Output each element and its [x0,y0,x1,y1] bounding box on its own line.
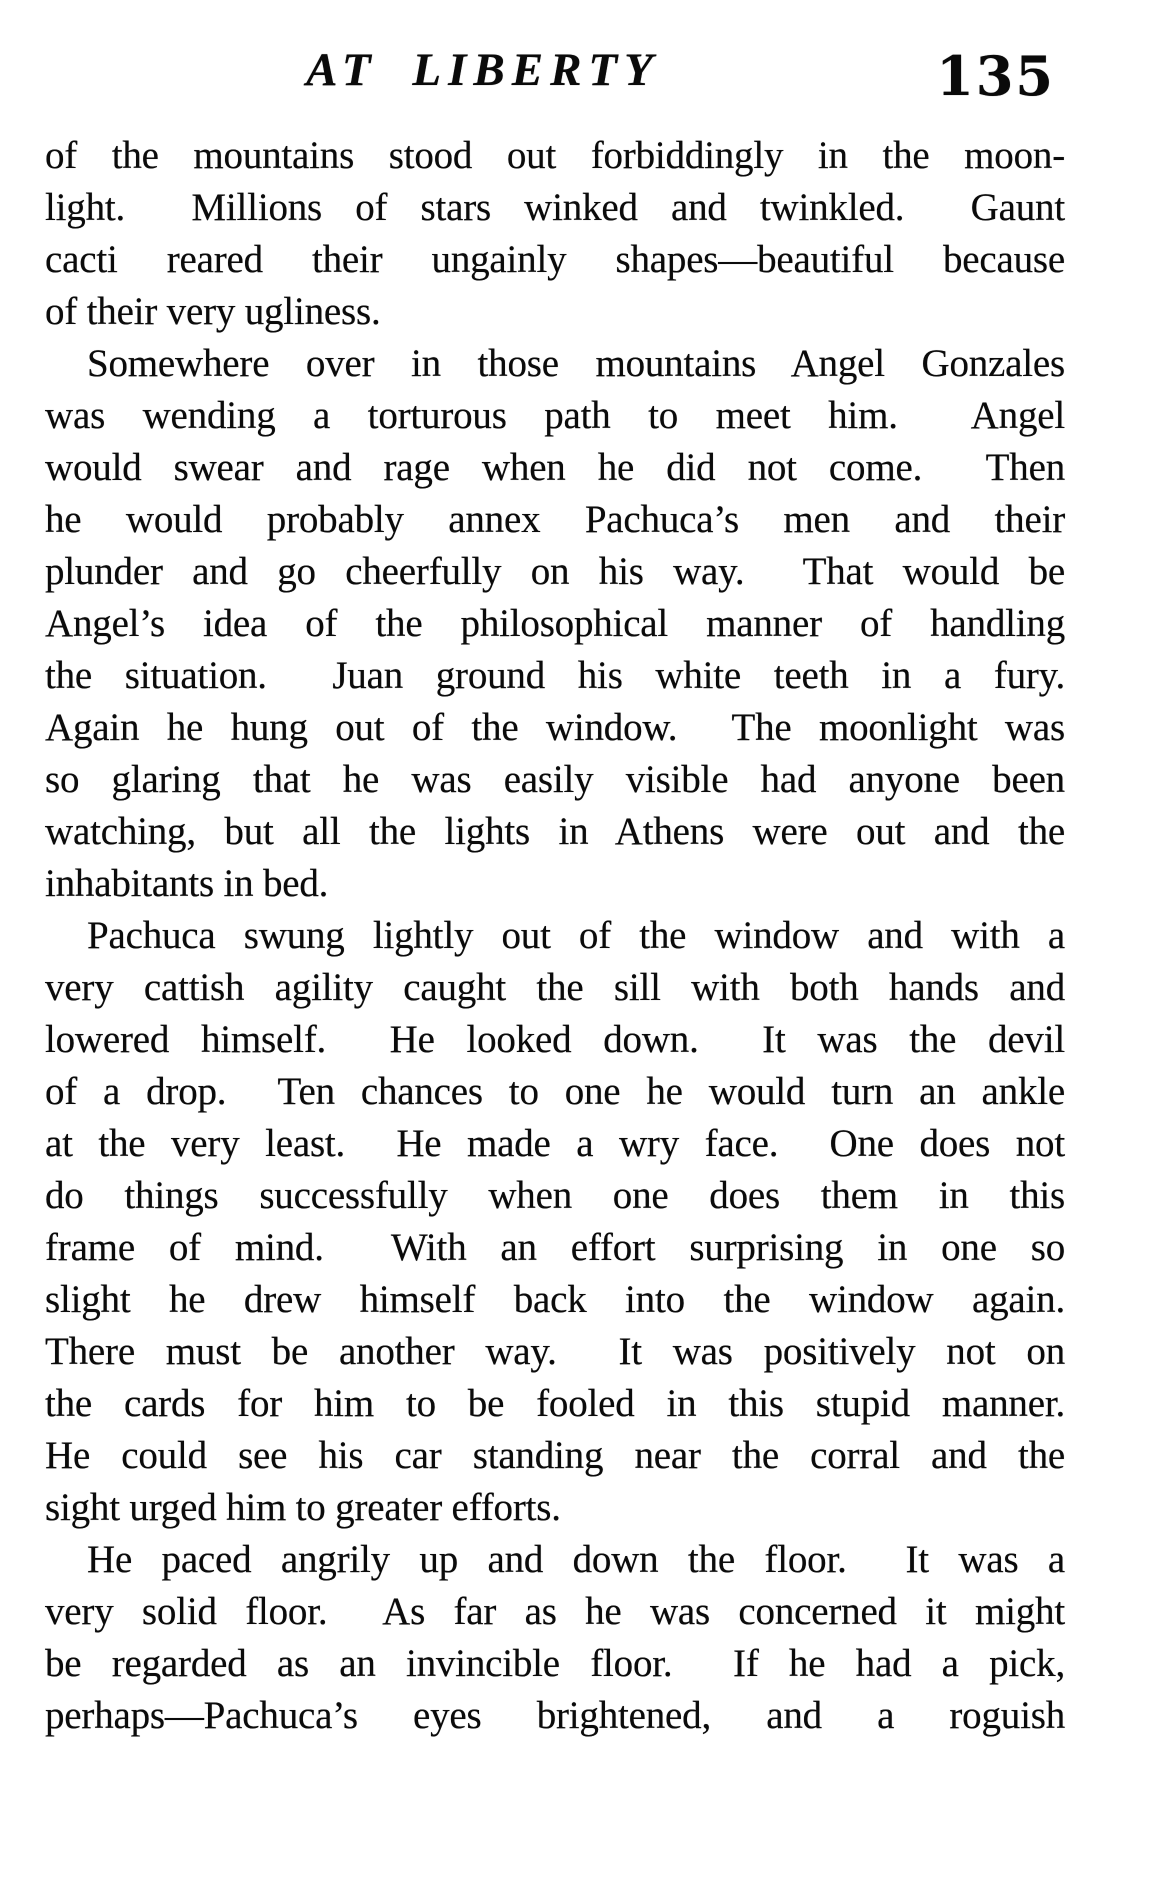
text-line: very cattish agility caught the sill with both hands and [45,966,1065,1009]
paragraph [45,338,1065,910]
text-line: plunder and go cheerfully on his way. That would be [45,550,1065,593]
text-line: very solid floor. As far as he was concerned it might [45,1590,1065,1633]
text-line: light. Millions of stars winked and twinkled. Gaunt [45,186,1065,229]
text-line: of a drop. Ten chances to one he would turn an ankle [45,1070,1065,1113]
text-line: the cards for him to be fooled in this stupid manner. [45,1382,1065,1425]
text-line: he would probably annex Pachuca’s men and their [45,498,1065,541]
text-line: at the very least. He made a wry face. One does not [45,1122,1065,1165]
text-line: of their very ugliness. [45,290,381,333]
text-line: the situation. Juan ground his white teeth in a fury. [45,654,1065,697]
text-line: lowered himself. He looked down. It was the devil [45,1018,1065,1061]
text-line: Pachuca swung lightly out of the window and with a [87,914,1065,957]
text-line: inhabitants in bed. [45,862,329,905]
body-text [45,130,1065,1742]
text-line: do things successfully when one does them in this [45,1174,1065,1217]
text-line: Angel’s idea of the philosophical manner of handling [45,602,1065,645]
paragraph [45,130,1065,338]
text-line: There must be another way. It was positively not on [45,1330,1065,1373]
text-line: of the mountains stood out forbiddingly in the moon- [45,134,1065,177]
text-line: would swear and rage when he did not come. Then [45,446,1065,489]
text-line: frame of mind. With an effort surprising in one so [45,1226,1065,1269]
text-line: watching, but all the lights in Athens were out and the [45,810,1065,853]
text-line: Somewhere over in those mountains Angel Gonzales [87,342,1065,385]
text-line: slight he drew himself back into the window again. [45,1278,1065,1321]
text-line: Again he hung out of the window. The moonlight was [45,706,1065,749]
text-line: sight urged him to greater efforts. [45,1486,561,1529]
text-line: He could see his car standing near the corral and the [45,1434,1065,1477]
text-line: was wending a torturous path to meet him. Angel [45,394,1065,437]
paragraph [45,910,1065,1534]
text-line: be regarded as an invincible floor. If he had a pick, [45,1642,1065,1685]
text-line: perhaps—Pachuca’s eyes brightened, and a roguish [45,1694,1065,1737]
running-head-title: AT LIBERTY [306,44,660,96]
text-line: so glaring that he was easily visible had anyone been [45,758,1065,801]
page-number: 135 [936,44,1055,108]
text-line: He paced angrily up and down the floor. It was a [87,1538,1065,1581]
paragraph [45,1534,1065,1742]
text-line: cacti reared their ungainly shapes—beautiful because [45,238,1065,281]
